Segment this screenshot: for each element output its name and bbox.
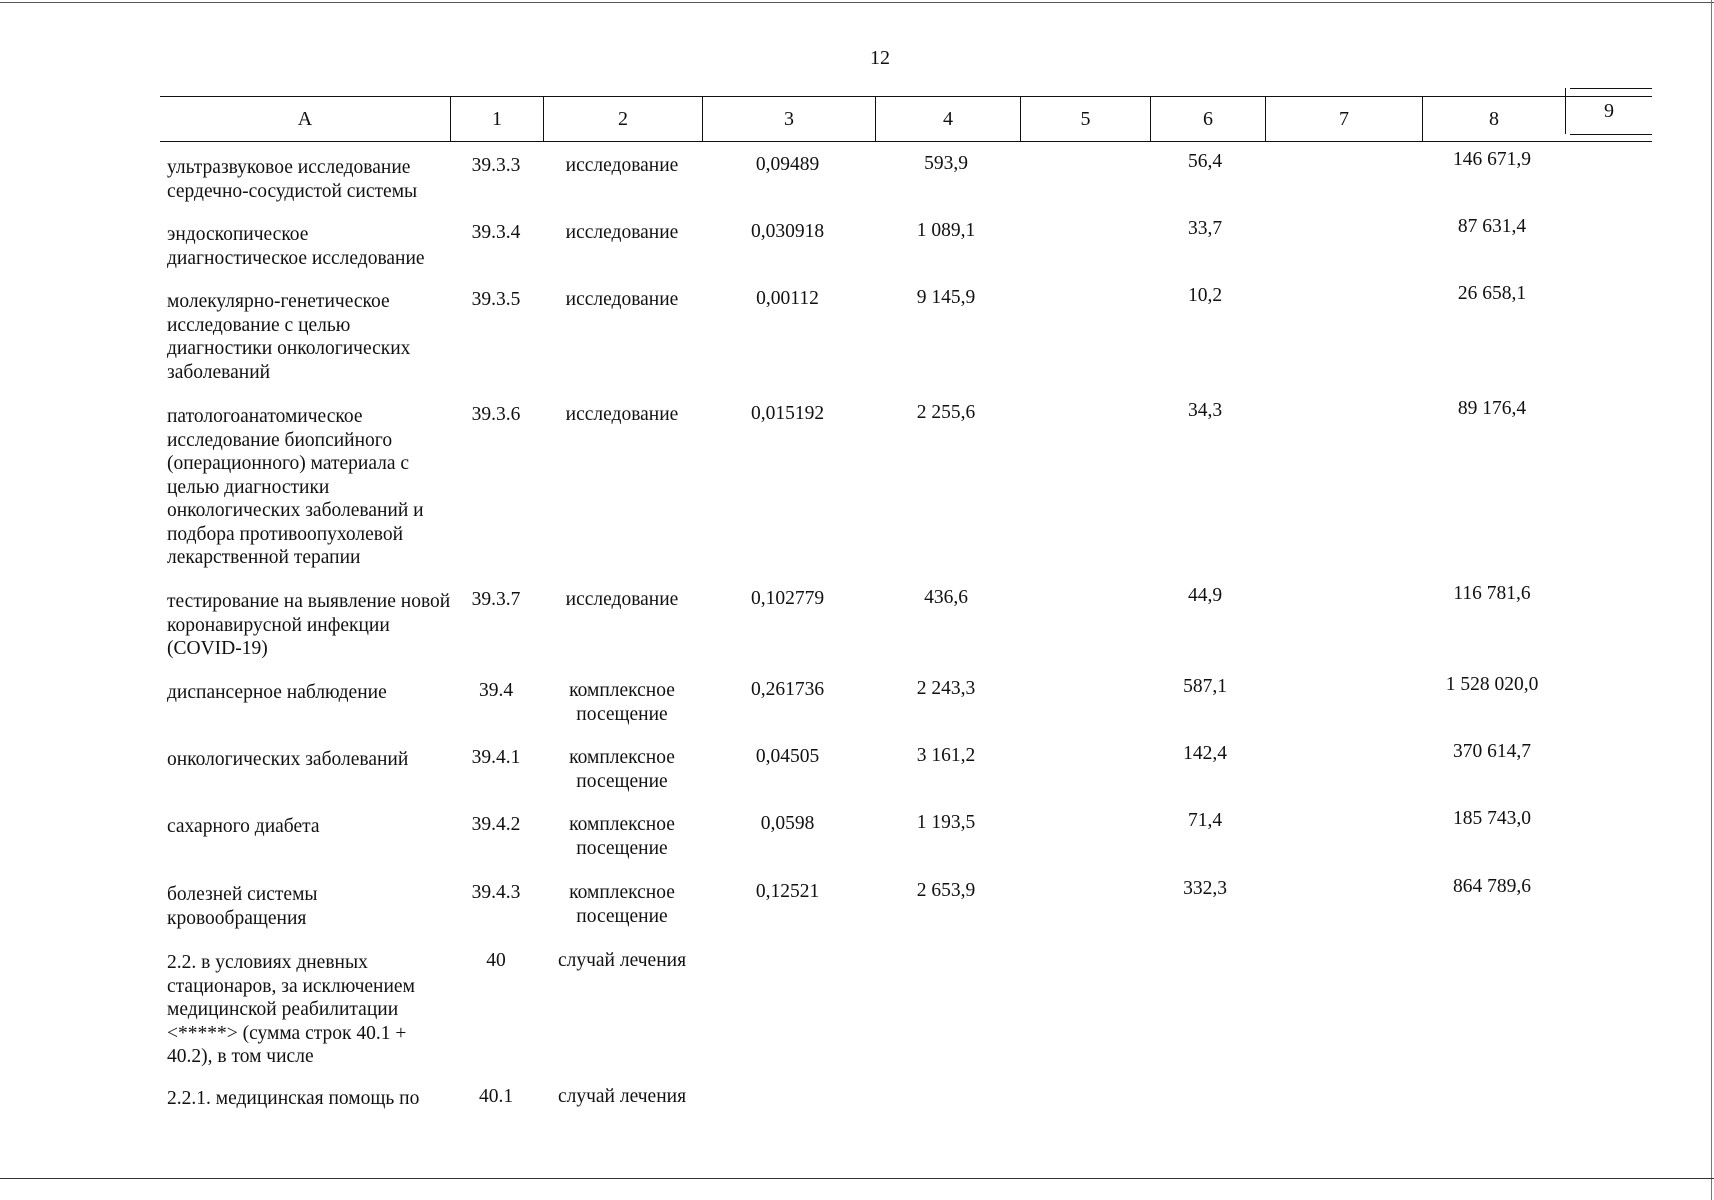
row-col-3: 0,015192 [750, 403, 825, 424]
row-col-6: 44,9 [1187, 585, 1223, 606]
header-col-4: 4 [943, 108, 953, 130]
row-unit: случай лечения [557, 1086, 687, 1107]
row-unit: исследование [565, 289, 679, 310]
row-unit: комплексное посещение [569, 680, 675, 725]
row-code: 39.3.7 [471, 589, 521, 610]
header-col-2: 2 [618, 108, 628, 130]
row-unit: случай лечения [557, 950, 687, 971]
row-unit: исследование [565, 155, 679, 176]
row-col-8: 864 789,6 [1453, 876, 1531, 897]
row-unit: исследование [565, 589, 679, 610]
page-edge-top [0, 2, 1714, 3]
row-col-6: 587,1 [1183, 676, 1227, 697]
row-col-6: 71,4 [1187, 810, 1223, 831]
row-code: 39.4.3 [471, 882, 521, 903]
header-col-8: 8 [1489, 108, 1499, 130]
row-name: болезней системы кровообращения [167, 884, 318, 929]
header-col-7: 7 [1339, 108, 1349, 130]
row-col-8: 116 781,6 [1453, 583, 1531, 604]
header-bottom-rule [160, 141, 1652, 142]
row-code: 39.3.5 [471, 289, 521, 310]
row-col-3: 0,102779 [750, 588, 825, 609]
row-col-3: 0,12521 [755, 881, 820, 902]
row-col-6: 332,3 [1183, 878, 1227, 899]
row-code: 39.3.4 [471, 222, 521, 243]
row-col-6: 56,4 [1187, 151, 1223, 172]
row-name: 2.2. в условиях дневных стационаров, за исключением медицинской реабилитации <*****> (сумма строк 40.1 + 40.2), в том числе [167, 952, 415, 1067]
row-unit: исследование [565, 404, 679, 425]
header-col-6: 6 [1203, 108, 1213, 130]
row-col-8: 370 614,7 [1453, 741, 1531, 762]
row-col-8: 1 528 020,0 [1445, 674, 1539, 695]
row-unit: исследование [565, 222, 679, 243]
page-edge-right [1711, 0, 1712, 1200]
row-col-6: 34,3 [1187, 400, 1223, 421]
row-code: 39.4.2 [471, 814, 521, 835]
header-col-3: 3 [784, 108, 794, 130]
row-col-4: 1 089,1 [916, 220, 976, 241]
row-col-3: 0,030918 [750, 221, 825, 242]
row-name: ультразвуковое исследование сердечно-сосудистой системы [167, 157, 418, 202]
row-col-3: 0,04505 [755, 746, 820, 767]
row-col-3: 0,00112 [756, 288, 819, 309]
row-col-4: 2 243,3 [916, 678, 976, 699]
row-col-4: 2 653,9 [916, 880, 976, 901]
row-col-4: 3 161,2 [916, 745, 976, 766]
row-name: диспансерное наблюдение [167, 682, 387, 703]
row-name: патологоанатомическое исследование биопсийного (операционного) материала с целью диагностики онкологических заболеваний и подбора противоопухолевой лекарственной терапии [167, 406, 424, 568]
row-col-8: 87 631,4 [1457, 216, 1527, 237]
row-col-4: 9 145,9 [916, 287, 976, 308]
row-name: онкологических заболеваний [167, 749, 409, 770]
row-col-3: 0,0598 [760, 813, 815, 834]
row-col-8: 89 176,4 [1457, 398, 1527, 419]
header-col-1: 1 [492, 108, 502, 130]
row-code: 40 [486, 950, 506, 971]
header-bottom-rule-col9 [1570, 134, 1652, 135]
row-col-4: 2 255,6 [916, 402, 976, 423]
header-col-9: 9 [1604, 100, 1614, 122]
row-col-3: 0,09489 [755, 154, 820, 175]
header-col-a: А [297, 108, 313, 130]
row-col-3: 0,261736 [750, 679, 825, 700]
row-col-8: 185 743,0 [1453, 808, 1531, 829]
row-col-4: 436,6 [924, 587, 968, 608]
row-col-6: 33,7 [1187, 218, 1223, 239]
row-name: тестирование на выявление новой коронавирусной инфекции (COVID-19) [167, 591, 451, 659]
row-col-6: 10,2 [1187, 285, 1223, 306]
row-code: 40.1 [478, 1086, 514, 1107]
row-col-4: 593,9 [924, 153, 968, 174]
page-number: 12 [870, 47, 890, 69]
row-col-4: 1 193,5 [916, 812, 976, 833]
row-name: эндоскопическое диагностическое исследование [167, 224, 425, 269]
row-code: 39.3.6 [471, 404, 521, 425]
row-unit: комплексное посещение [569, 882, 675, 927]
row-unit: комплексное посещение [569, 814, 675, 859]
header-col-5: 5 [1080, 108, 1091, 130]
row-code: 39.3.3 [471, 155, 521, 176]
header-top-rule [160, 96, 1652, 97]
row-name: молекулярно-генетическое исследование с целью диагностики онкологических заболеваний [167, 291, 411, 383]
header-top-rule-col9 [1570, 88, 1652, 89]
row-col-8: 26 658,1 [1457, 283, 1527, 304]
row-name: сахарного диабета [167, 816, 320, 837]
row-unit: комплексное посещение [569, 747, 675, 792]
row-name: 2.2.1. медицинская помощь по [167, 1088, 420, 1109]
row-code: 39.4.1 [471, 747, 521, 768]
row-col-8: 146 671,9 [1453, 149, 1531, 170]
row-col-6: 142,4 [1183, 743, 1227, 764]
row-code: 39.4 [478, 680, 514, 701]
page-edge-bottom [0, 1178, 1714, 1179]
